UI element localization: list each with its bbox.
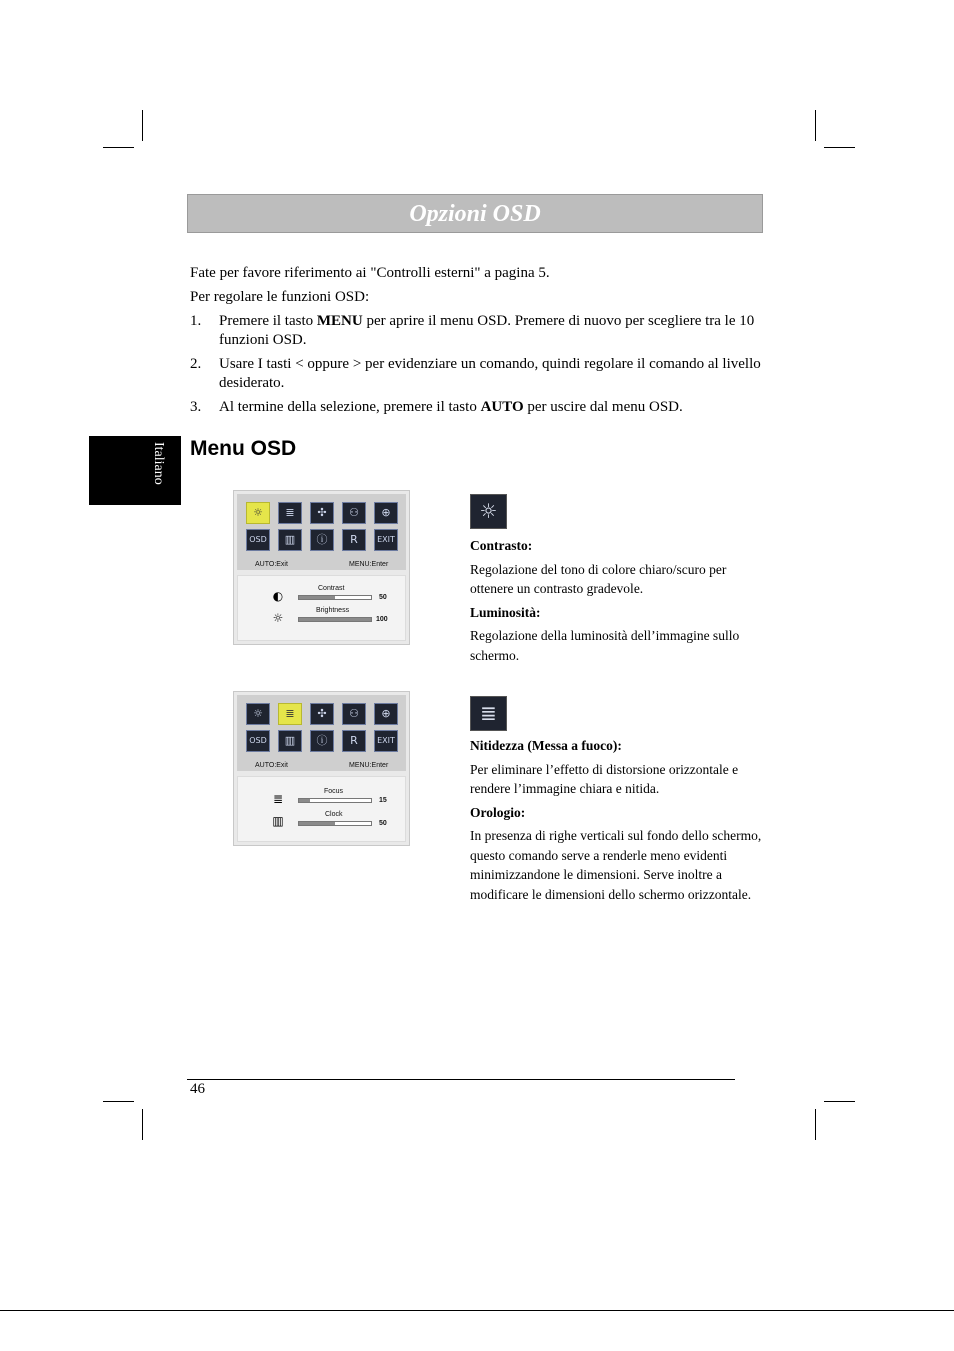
osd-hint-enter: MENU:Enter bbox=[349, 561, 389, 568]
clock-icon: ▥ bbox=[278, 730, 302, 752]
crop-mark bbox=[824, 147, 855, 148]
exit-icon: EXIT bbox=[374, 529, 398, 551]
brightness-icon: ☼ bbox=[246, 502, 270, 524]
step-item bbox=[190, 312, 762, 350]
osd-hint-enter: MENU:Enter bbox=[349, 762, 389, 769]
feature-text: Regolazione del tono di colore chiaro/scuro per ottenere un contrasto gradevole. bbox=[470, 561, 727, 596]
focus-icon: ≣ bbox=[278, 703, 302, 725]
step-key: MENU bbox=[316, 313, 363, 329]
step-number: 1. bbox=[190, 313, 202, 329]
feature-term: Nitidezza (Messa a fuoco): bbox=[470, 738, 622, 753]
intro-text bbox=[190, 264, 762, 422]
position-icon: ✣ bbox=[310, 703, 334, 725]
osd-menu-grid bbox=[237, 494, 406, 570]
osd-hint-exit: AUTO:Exit bbox=[255, 561, 288, 568]
crop-mark bbox=[142, 110, 143, 141]
section-title: Menu OSD bbox=[190, 437, 297, 460]
slider-label: Brightness bbox=[316, 607, 350, 614]
crop-mark bbox=[824, 1101, 855, 1102]
page-title: Opzioni OSD bbox=[409, 201, 541, 227]
step-number: 2. bbox=[190, 356, 202, 372]
reset-icon: R bbox=[342, 529, 366, 551]
info-icon: ⓘ bbox=[310, 730, 334, 752]
crop-mark bbox=[815, 110, 816, 141]
feature-text: Regolazione della luminosità dell’immagine sullo schermo. bbox=[470, 628, 740, 663]
language-tab-label: Italiano bbox=[151, 442, 166, 485]
brightness-icon: ☼ bbox=[272, 611, 284, 625]
slider-value: 50 bbox=[379, 594, 387, 601]
brightness-icon: ☼ bbox=[246, 703, 270, 725]
brightness-icon: ☼ bbox=[470, 494, 507, 529]
step-text: Premere il tasto bbox=[219, 313, 317, 329]
step-item bbox=[190, 398, 762, 417]
slider-value: 15 bbox=[379, 797, 387, 804]
slider-label: Contrast bbox=[318, 585, 345, 592]
color-icon: ⚇ bbox=[342, 703, 366, 725]
steps-list bbox=[190, 312, 762, 417]
focus-icon: ≣ bbox=[278, 502, 302, 524]
reset-icon: R bbox=[342, 730, 366, 752]
clock-icon: ▥ bbox=[278, 529, 302, 551]
feature-term: Contrasto: bbox=[470, 538, 533, 553]
page-number: 46 bbox=[190, 1081, 205, 1097]
crop-mark bbox=[103, 1101, 134, 1102]
slider-fill bbox=[299, 799, 310, 802]
osd-hint-exit: AUTO:Exit bbox=[255, 762, 288, 769]
focus-icon: ≣ bbox=[470, 696, 507, 731]
slider-fill bbox=[299, 618, 371, 621]
page-edge-rule bbox=[0, 1310, 954, 1311]
step-text: per aprire il menu OSD. Premere di nuovo per scegliere tra le 10 funzioni OSD. bbox=[219, 313, 755, 348]
crop-mark bbox=[142, 1109, 143, 1140]
feature-term: Luminosità: bbox=[470, 604, 541, 620]
slider-label: Focus bbox=[324, 788, 344, 795]
exit-icon: EXIT bbox=[374, 730, 398, 752]
osd-sliders bbox=[237, 776, 406, 842]
step-key: AUTO bbox=[480, 399, 524, 415]
osd-panel-focus bbox=[233, 691, 410, 846]
step-text: Usare I tasti < oppure > per evidenziare un comando, quindi regolare il comando al livello desiderato. bbox=[219, 356, 761, 391]
clock-icon: ▥ bbox=[272, 814, 284, 828]
slider-fill bbox=[299, 822, 335, 825]
contrast-slider bbox=[298, 595, 372, 600]
step-text: Al termine della selezione, premere il tasto bbox=[219, 399, 481, 415]
crop-mark bbox=[815, 1109, 816, 1140]
feature-description bbox=[470, 536, 762, 669]
color-icon: ⚇ bbox=[342, 502, 366, 524]
focus-slider bbox=[298, 798, 372, 803]
footer-divider bbox=[187, 1079, 735, 1080]
slider-fill bbox=[299, 596, 335, 599]
language-icon: ⊕ bbox=[374, 703, 398, 725]
crop-mark bbox=[103, 147, 134, 148]
brightness-slider bbox=[298, 617, 372, 622]
contrast-icon: ◐ bbox=[272, 589, 284, 603]
language-tab bbox=[89, 436, 181, 505]
focus-icon: ≣ bbox=[272, 792, 284, 806]
step-number: 3. bbox=[190, 399, 202, 415]
step-text: per uscire dal menu OSD. bbox=[523, 399, 683, 415]
page-title-bar bbox=[187, 194, 763, 233]
info-icon: ⓘ bbox=[310, 529, 334, 551]
slider-value: 50 bbox=[379, 820, 387, 827]
osd-panel-contrast bbox=[233, 490, 410, 645]
slider-label: Clock bbox=[325, 811, 343, 818]
osd-menu-grid bbox=[237, 695, 406, 771]
osd-settings-icon: OSD bbox=[246, 529, 270, 551]
feature-text: In presenza di righe verticali sul fondo dello schermo, questo comando serve a renderle meno evidenti minimizzandone le dimensioni. Serve inoltre a modificare le dimensioni dello schermo orizzontale. bbox=[470, 828, 762, 902]
clock-slider bbox=[298, 821, 372, 826]
osd-sliders bbox=[237, 575, 406, 641]
osd-settings-icon: OSD bbox=[246, 730, 270, 752]
language-icon: ⊕ bbox=[374, 502, 398, 524]
intro-line: Per regolare le funzioni OSD: bbox=[190, 289, 370, 305]
slider-value: 100 bbox=[376, 616, 388, 623]
position-icon: ✣ bbox=[310, 502, 334, 524]
step-item bbox=[190, 355, 762, 393]
feature-description bbox=[470, 736, 762, 908]
feature-text: Per eliminare l’effetto di distorsione orizzontale e rendere l’immagine chiara e nitida. bbox=[470, 761, 739, 796]
intro-line: Fate per favore riferimento ai "Controlli esterni" a pagina 5. bbox=[190, 265, 550, 281]
feature-term: Orologio: bbox=[470, 804, 526, 820]
